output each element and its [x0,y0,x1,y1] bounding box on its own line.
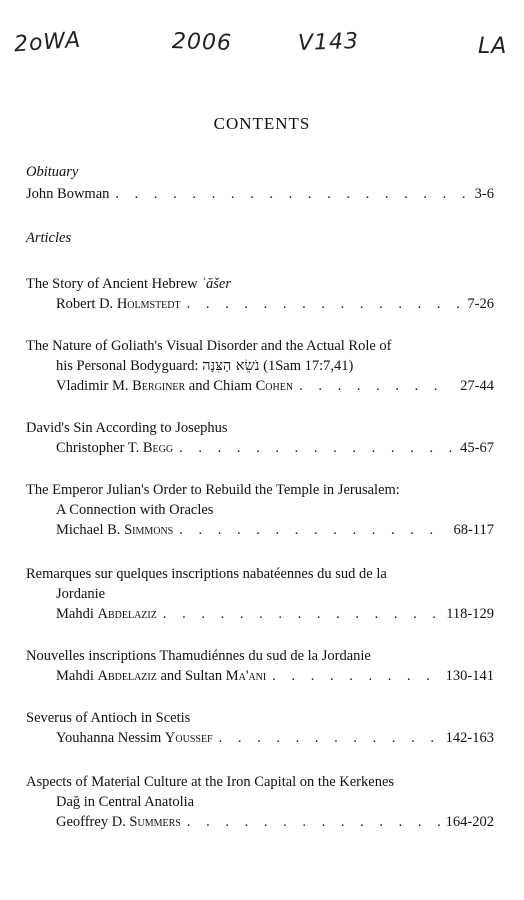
entry-pages: 118-129 [446,606,494,622]
entry-title-continued: A Connection with Oracles [56,502,214,518]
entry-author: John Bowman [26,186,110,202]
entry-author: Youhanna Nessim Youssef [56,730,213,746]
entry-pages: 68-117 [453,522,494,538]
toc-entry [26,772,494,832]
page-title: CONTENTS [213,114,311,133]
dot-leader [179,438,454,458]
dot-leader [272,666,439,686]
entry-pages: 142-163 [445,730,494,746]
entry-author: Mahdi Abdelaziz [56,606,157,622]
handwritten-initials: LA [478,34,508,59]
toc-entry [26,274,494,314]
entry-title: Aspects of Material Culture at the Iron Capital on the Kerkenes [26,774,395,790]
dot-leader [179,520,447,540]
entry-pages: 130-141 [445,668,494,684]
toc-entry [26,646,494,686]
dot-leader [163,604,440,624]
entry-pages: 45-67 [460,440,494,456]
entry-title: Remarques sur quelques inscriptions nabatéennes du sud de la [26,566,387,582]
entry-title-continued: Jordanie [56,586,106,602]
dot-leader [187,812,440,832]
entry-pages: 7-26 [467,296,494,312]
entry-author: Mahdi Abdelaziz and Sultan Ma'ani [56,668,267,684]
dot-leader [219,728,440,748]
entry-title: Nouvelles inscriptions Thamudiénnes du sud de la Jordanie [26,648,371,664]
entry-title-term: ʾăšer [201,276,231,292]
entry-pages: 3-6 [474,186,494,202]
entry-title: The Story of Ancient Hebrew ʾăšer [26,276,231,292]
hebrew-term: נֹשֵׂא הַצִּנָּה [202,358,260,374]
toc-entry [26,336,494,396]
toc-entry-obituary [26,184,494,204]
entry-title-continued: Dağ in Central Anatolia [56,794,195,810]
dot-leader [299,376,454,396]
entry-author: Geoffrey D. Summers [56,814,181,830]
entry-author: Vladimir M. Berginer and Chiam Cohen [56,378,294,394]
entry-author: Christopher T. Begg [56,440,174,456]
entry-title: Severus of Antioch in Scetis [26,710,191,726]
entry-title: The Nature of Goliath's Visual Disorder and the Actual Role of [26,338,392,354]
toc-entry [26,480,494,540]
toc-entry [26,564,494,624]
toc-entry [26,708,494,748]
dot-leader [187,294,462,314]
handwritten-volume: V143 [297,28,360,57]
dot-leader [115,184,468,204]
entry-pages: 27-44 [460,378,494,394]
section-heading-obituary: Obituary [26,164,79,180]
entry-author: Michael B. Simmons [56,522,174,538]
entry-author: Robert D. Holmstedt [56,296,181,312]
handwritten-note: 2oWA [13,27,82,58]
entry-title-continued: his Personal Bodyguard: נֹשֵׂא הַצִּנָּה (1Sam 17:7,41) [56,358,354,374]
entry-title: David's Sin According to Josephus [26,420,228,436]
entry-pages: 164-202 [445,814,494,830]
entry-title: The Emperor Julian's Order to Rebuild the Temple in Jerusalem: [26,482,400,498]
section-heading-articles: Articles [26,230,72,246]
handwritten-year: 2006 [171,28,233,57]
toc-entry [26,418,494,458]
